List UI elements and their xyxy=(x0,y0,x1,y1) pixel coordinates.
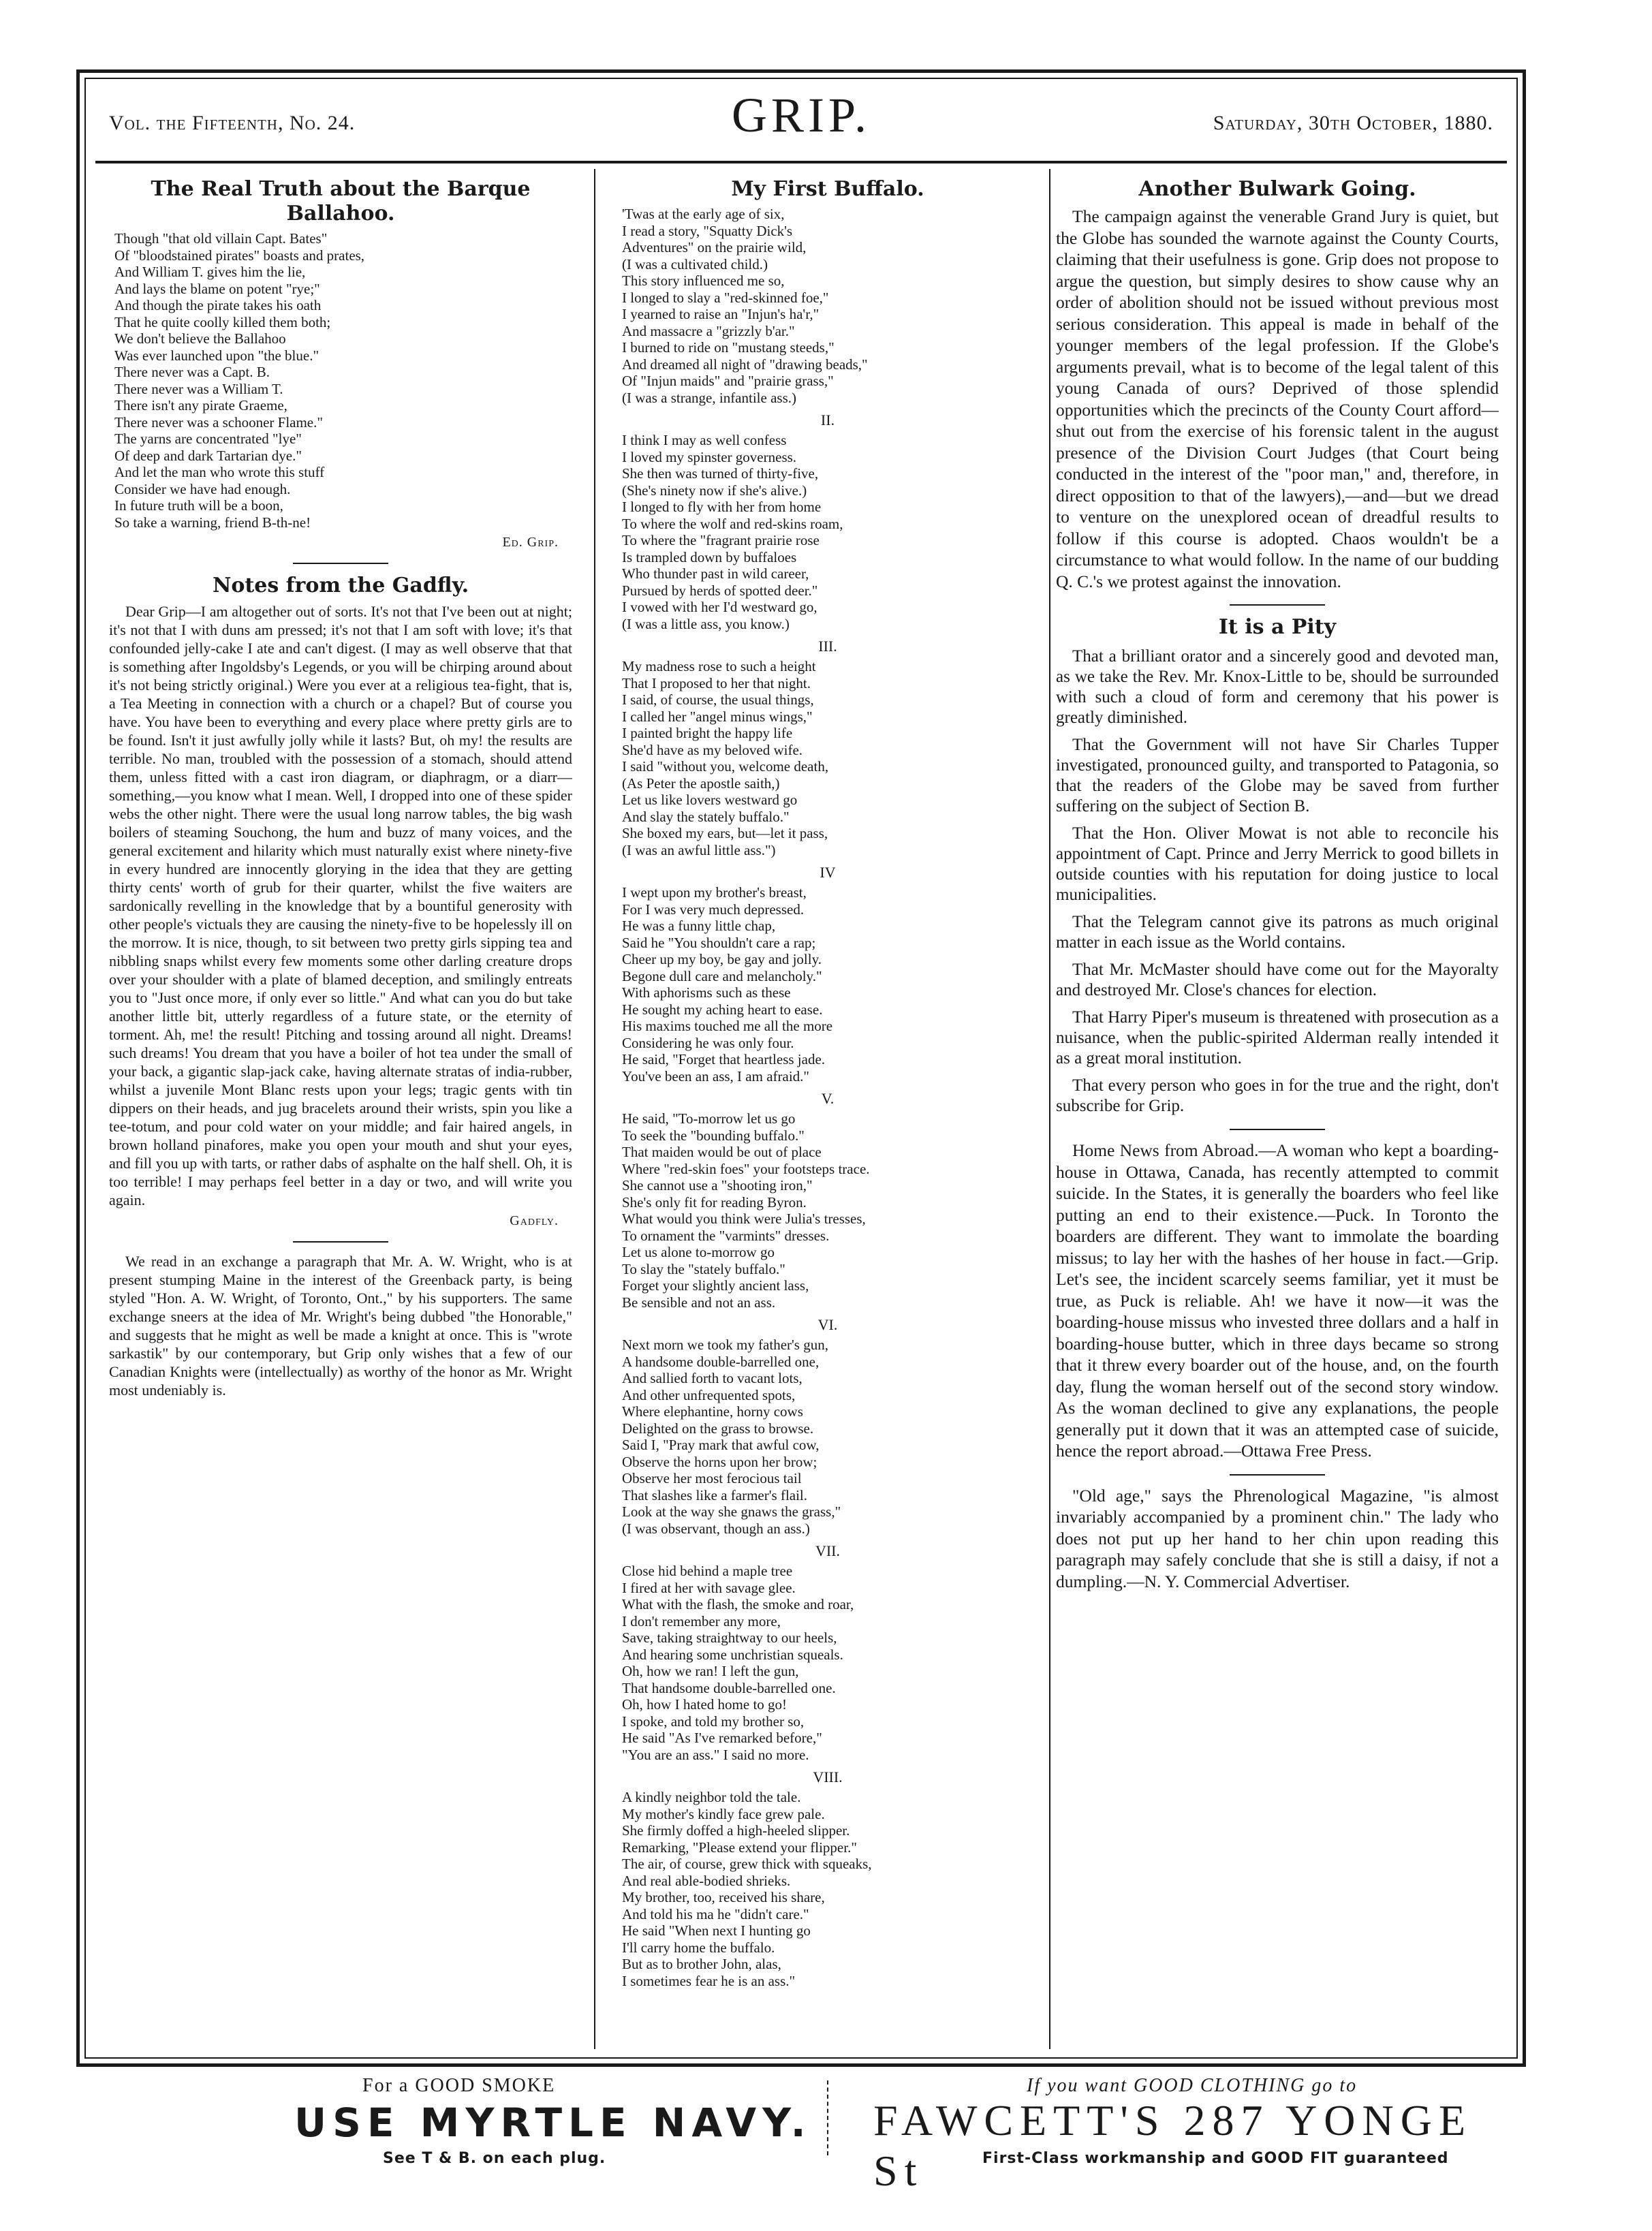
poem-line: To seek the "bounding buffalo." xyxy=(622,1127,805,1144)
poem-line: (I was a cultivated child.) xyxy=(622,255,768,272)
poem-line: Delighted on the grass to browse. xyxy=(622,1420,814,1437)
poem-line: Remarking, "Please extend your flipper." xyxy=(622,1839,857,1856)
bulwark-title: Another Bulwark Going. xyxy=(1138,177,1416,201)
poem-line: She cannot use a "shooting iron," xyxy=(622,1177,813,1193)
poem-line: I'll carry home the buffalo. xyxy=(622,1939,775,1956)
poem-line: Though "that old villain Capt. Bates" xyxy=(114,230,328,247)
poem-line: I longed to slay a "red-skinned foe," xyxy=(622,289,829,306)
stanza-number: IV xyxy=(820,864,836,881)
poem-line: Considering he was only four. xyxy=(622,1034,794,1051)
poem-line: I read a story, "Squatty Dick's xyxy=(622,222,793,239)
column-rule-2 xyxy=(1049,169,1050,2049)
column-left xyxy=(109,169,572,2049)
poem-line: That he quite coolly killed them both; xyxy=(114,313,331,330)
poem-line: I wept upon my brother's breast, xyxy=(622,884,807,901)
poem-line: Let us alone to-morrow go xyxy=(622,1244,775,1260)
poem-line: He was a funny little chap, xyxy=(622,918,776,934)
poem-line: That slashes like a farmer's flail. xyxy=(622,1486,808,1503)
poem-line: So take a warning, friend B-th-ne! xyxy=(114,514,311,531)
advertisement-bar xyxy=(76,2067,1526,2195)
ad-smoke-subline: See T & B. on each plug. xyxy=(383,2150,606,2167)
bulwark-body: The campaign against the venerable Grand Jury is quiet, but the Globe has sounded the warnote against the County Courts, claiming that their usefulness is gone. Grip does not propose to argue the question, but simply desires to show cause why an order of abolition should not be issued without previous most serious consideration. This appeal is made in behalf of the younger members of the legal profession. If the Globe's arguments prevail, what is to become of the legal talent of this young Canada of ours? Deprived of those splendid opportunities which the precincts of the County Court afford—shut out from the exercise of his forensic talent in the august presence of the Division Court Judges (that Court being conducted in the interest of the "poor man," and, therefore, in direct opposition to that of the lawyers),—and—but we dread to venture on the unexplored ocean of dreadful results to follow if this course is adopted. Chaos wouldn't be a circumstance to what would follow. In the name of our budding Q. C.'s we protest against the innovation. xyxy=(1056,206,1499,591)
poem-stanza xyxy=(617,206,1039,406)
poem-line: Of deep and dark Tartarian dye." xyxy=(114,447,302,464)
poem-line: And told his ma he "didn't care." xyxy=(622,1905,809,1922)
poem-line: He said "When next I hunting go xyxy=(622,1922,811,1939)
poem-line: She boxed my ears, but—let it pass, xyxy=(622,825,828,841)
poem-line: Next morn we took my father's gun, xyxy=(622,1337,828,1353)
poem-line: Said I, "Pray mark that awful cow, xyxy=(622,1437,820,1453)
poem-line: Said he "You shouldn't care a rap; xyxy=(622,934,816,951)
pity-item: That the Hon. Oliver Mowat is not able to reconcile his appointment of Capt. Prince and Jerry Merrick to good billets in outside counties with his reputation for doing justice to local municipalities. xyxy=(1056,824,1499,904)
poem-line: That I proposed to her that night. xyxy=(622,674,811,691)
poem-stanza xyxy=(617,1542,1039,1763)
ad-smoke-tagline: For a GOOD SMOKE xyxy=(362,2075,556,2096)
volume-number: Vol. the Fifteenth, No. 24. xyxy=(109,112,356,134)
section-divider xyxy=(1230,604,1325,606)
poem-line: I said "without you, welcome death, xyxy=(622,758,829,775)
poem-stanza xyxy=(617,638,1039,858)
pity-title: It is a Pity xyxy=(1218,615,1337,639)
poem-line: To where the "fragrant prairie rose xyxy=(622,532,820,548)
poem-line: She firmly doffed a high-heeled slipper. xyxy=(622,1822,850,1839)
stanza-number: VI. xyxy=(817,1316,838,1333)
poem-line: I sometimes fear he is an ass." xyxy=(622,1972,796,1989)
poem-line: He said, "To-morrow let us go xyxy=(622,1110,796,1127)
poem-line: And real able-bodied shrieks. xyxy=(622,1872,791,1889)
poem-line: "You are an ass." I said no more. xyxy=(622,1746,809,1763)
poem-line: And lays the blame on potent "rye;" xyxy=(114,280,320,297)
poem-line: Be sensible and not an ass. xyxy=(622,1294,776,1311)
poem-line: My mother's kindly face grew pale. xyxy=(622,1805,825,1822)
poem-line: My brother, too, received his share, xyxy=(622,1889,825,1905)
stanza-number: VII. xyxy=(815,1542,841,1559)
poem-line: And dreamed all night of "drawing beads," xyxy=(622,356,868,373)
gadfly-signature: Gadfly. xyxy=(510,1213,559,1228)
column-rule-1 xyxy=(594,169,595,2049)
ad-clothing-subline: First-Class workmanship and GOOD FIT guaranteed xyxy=(982,2150,1449,2167)
poem-line: Adventures" on the prairie wild, xyxy=(622,239,807,255)
poem-line: To where the wolf and red-skins roam, xyxy=(622,515,843,532)
stanza-lines xyxy=(622,1337,1039,1537)
column-right xyxy=(1056,169,1499,2049)
masthead xyxy=(95,86,1507,161)
pity-item: That the Telegram cannot give its patrons as much original matter in each issue as the World contains. xyxy=(1056,913,1499,952)
poem-line: I longed to fly with her from home xyxy=(622,499,822,515)
poem-line: The yarns are concentrated "lye" xyxy=(114,431,302,447)
gadfly-body: Dear Grip—I am altogether out of sorts. It's not that I've been out at night; it's not that I with duns am pressed; it's not that I am soft with love; it's that confounded jelly-cake I ate and can't digest. (I may as well observe that that is something after Ingoldsby's Legends, or you will be chirping around about it's not being strictly original.) Were you ever at a religious tea-fight, that is, a Tea Meeting in connection with a church or a chapel? But of course you have. You have been to everything and every place where pretty girls are to be found. Isn't it just awfully jolly while it lasts? But, oh my! the results are terrible. No man, troubled with the possession of a stomach, should attend them, unless fitted with a cast iron diagram, or diaphragm, or a diarr—something,—you know what I mean. Well, I dropped into one of these spider webs the other night. There were the usual long narrow tables, the big wash boilers of steaming Souchong, the hum and buzz of many voices, and the general excitement and hilarity which must naturally exist where ninety-five in every hundred are innocently glorying in the idea that they are getting thirty cents' worth of grub for their quarter, whilst the five waiters are sardonically revelling in the knowledge that by a bountiful generosity with other people's victuals they are causing the ninety-five to be hopelessly ill on the morrow. It is nice, though, to sit between two pretty girls sipping tea and nibbling snaps whilst every few moments some other darling creature drops over your shoulder with a plate of blamed deception, and smilingly entreats you to "Just once more, if only ever so little." And what can you do but take another little bit, utterly regardless of a future state, or the eternity of torment. Ah, me! the result! Pitching and tossing around all night. Dreams! such dreams! You dream that you have a boiler of hot tea under the small of your back, a gigantic slap-jack cake, having alternate stratas of india-rubber, whilst a juvenile Mont Blanc rests upon your legs; tragic gents with tin dippers on their heads, and jug bracelets around their wrists, spin you like a tee-totum, and pour cold water on your middle; and fair haired angels, in brown holland pinafores, make you open your mouth and shut your eyes, and fill you up with tarts, or rather dabs of asphalte on the half shell. Oh, it is too terrible! I may perhaps feel better in a day or two, and will write you again. xyxy=(109,603,572,1208)
poem-line: But as to brother John, alas, xyxy=(622,1956,781,1972)
poem-line: I don't remember any more, xyxy=(622,1612,781,1629)
poem-line: I called her "angel minus wings," xyxy=(622,708,813,725)
poem-line: Who thunder past in wild career, xyxy=(622,565,809,582)
poem-line: Where elephantine, horny cows xyxy=(622,1403,803,1420)
poem-line: And hearing some unchristian squeals. xyxy=(622,1646,843,1663)
pity-item: That every person who goes in for the true and the right, don't subscribe for Grip. xyxy=(1056,1076,1499,1115)
poem-line: In future truth will be a boon, xyxy=(114,497,283,514)
poem-line: There never was a schooner Flame." xyxy=(114,414,323,431)
poem-line: I spoke, and told my brother so, xyxy=(622,1713,805,1730)
poem-line: For I was very much depressed. xyxy=(622,901,805,918)
poem-line: Consider we have had enough. xyxy=(114,480,291,497)
poem-line: You've been an ass, I am afraid." xyxy=(622,1067,809,1085)
poem-line: Of "bloodstained pirates" boasts and prates, xyxy=(114,247,365,264)
pity-item: That Harry Piper's museum is threatened with prosecution as a nuisance, when the public-spirited Alderman really intended it as a great moral institution. xyxy=(1056,1008,1499,1067)
newspaper-title: GRIP. xyxy=(731,88,871,142)
poem-line: The air, of course, grew thick with squeaks, xyxy=(622,1856,872,1872)
poem-line: And sallied forth to vacant lots, xyxy=(622,1370,802,1386)
home-news-paragraph: Home News from Abroad.—A woman who kept a boarding-house in Ottawa, Canada, has recently attempted to commit suicide. In the States, it is generally the boarders who feel like putting an end to their existence.—Puck. In Toronto the boarders are different. They want to immolate the boarding missus; to lay her with the hashes of her house in fact.—Grip. Let's see, the incident scarcely seems familiar, yet it must be true, as Puck is reliable. Ah! we have it now—it was the boarding-house missus who invested three dollars and a half in boarding-house butter, which in three days became so strong that it threw every boarder out of the house, and, on the fourth day, flung the woman herself out of the second story window. As the woman declined to give any explanations, the people generally put it down that it was an attempted case of suicide, hence the report abroad.—Ottawa Free Press. xyxy=(1056,1140,1499,1461)
poem-stanza xyxy=(617,1316,1039,1537)
stanza-lines xyxy=(622,1789,1039,1989)
poem-line: Forget your slightly ancient lass, xyxy=(622,1277,809,1294)
poem-line: That handsome double-barrelled one. xyxy=(622,1679,836,1696)
stanza-lines xyxy=(622,1563,1039,1763)
poem-line: Oh, how we ran! I left the gun, xyxy=(622,1663,799,1679)
poem-line: My madness rose to such a height xyxy=(622,658,816,674)
old-age-paragraph: "Old age," says the Phrenological Magazine, "is almost invariably accompanied by a prominent chin." The lady who does not put up her hand to her chin upon reading this paragraph may safely conclude that she is still a daisy, if not a dumpling.—N. Y. Commercial Advertiser. xyxy=(1056,1485,1499,1591)
poem-line: And though the pirate takes his oath xyxy=(114,297,322,313)
poem-stanza xyxy=(617,1768,1039,1989)
poem-line: His maxims touched me all the more xyxy=(622,1018,833,1034)
stanza-lines xyxy=(622,1110,1039,1311)
poem-line: I fired at her with savage glee. xyxy=(622,1579,796,1596)
poem-line: Was ever launched upon "the blue." xyxy=(114,347,320,364)
poem-line: This story influenced me so, xyxy=(622,272,785,289)
stanza-number: II. xyxy=(820,411,835,428)
poem-line: I burned to ride on "mustang steeds," xyxy=(622,339,835,356)
poem-line: Begone dull care and melancholy." xyxy=(622,967,822,984)
poem-line: And massacre a "grizzly b'ar." xyxy=(622,322,795,339)
poem-line: I vowed with her I'd westward go, xyxy=(622,599,817,615)
poem-line: Pursued by herds of spotted deer." xyxy=(622,582,818,599)
poem-line: Save, taking straightway to our heels, xyxy=(622,1629,837,1646)
poem-line: To ornament the "varmints" dresses. xyxy=(622,1227,830,1244)
poem-line: 'Twas at the early age of six, xyxy=(622,206,785,222)
poem-line: Of "Injun maids" and "prairie grass," xyxy=(622,373,834,389)
poem-line: I think I may as well confess xyxy=(622,432,787,448)
poem-line: There never was a William T. xyxy=(114,380,283,397)
poem-line: (I was an awful little ass.") xyxy=(622,841,776,858)
poem-line: There isn't any pirate Graeme, xyxy=(114,397,287,414)
column-middle xyxy=(617,169,1039,2049)
gadfly-title: Notes from the Gadfly. xyxy=(212,574,469,597)
section-divider xyxy=(1230,1474,1325,1476)
barque-title: The Real Truth about the Barque Ballahoo. xyxy=(151,177,531,225)
poem-line: And other unfrequented spots, xyxy=(622,1386,796,1403)
stanza-number: V. xyxy=(821,1090,835,1107)
poem-line: What with the flash, the smoke and roar, xyxy=(622,1596,854,1612)
poem-line: He said "As I've remarked before," xyxy=(622,1730,822,1746)
poem-line: Close hid behind a maple tree xyxy=(622,1563,793,1579)
poem-line: Oh, how I hated home to go! xyxy=(622,1696,788,1713)
poem-line: And William T. gives him the lie, xyxy=(114,264,306,280)
buffalo-poem xyxy=(617,206,1039,1989)
poem-line: He said, "Forget that heartless jade. xyxy=(622,1051,826,1067)
stanza-number: VIII. xyxy=(813,1768,843,1785)
poem-line: Let us like lovers westward go xyxy=(622,792,798,808)
poem-line: We don't believe the Ballahoo xyxy=(114,330,286,347)
poem-line: She then was turned of thirty-five, xyxy=(622,465,819,482)
ad-fawcetts: FAWCETT'S 287 YONGE St xyxy=(873,2096,1473,2195)
stanza-number: III. xyxy=(818,638,837,655)
poem-line: Look at the way she gnaws the grass," xyxy=(622,1503,841,1520)
barque-signature: Ed. Grip. xyxy=(502,535,559,550)
poem-line: Observe her most ferocious tail xyxy=(622,1470,802,1486)
poem-line: She's only fit for reading Byron. xyxy=(622,1193,807,1211)
poem-line: I painted bright the happy life xyxy=(622,725,793,741)
poem-line: To slay the "stately buffalo." xyxy=(622,1260,785,1277)
poem-line: He sought my aching heart to ease. xyxy=(622,1001,823,1018)
stanza-lines xyxy=(622,658,1039,858)
poem-line: (She's ninety now if she's alive.) xyxy=(622,482,807,499)
poem-line: What would you think were Julia's tresses, xyxy=(622,1211,866,1227)
stanza-lines xyxy=(622,884,1039,1085)
poem-line: A handsome double-barrelled one, xyxy=(622,1353,820,1370)
pity-item: That Mr. McMaster should have come out for the Mayoralty and destroyed Mr. Close's chances for election. xyxy=(1056,961,1499,999)
poem-line: There never was a Capt. B. xyxy=(114,364,270,380)
poem-line: (I was observant, though an ass.) xyxy=(622,1520,810,1537)
barque-poem xyxy=(114,230,572,531)
poem-line: Observe the horns upon her brow; xyxy=(622,1453,817,1470)
poem-line: And let the man who wrote this stuff xyxy=(114,464,325,480)
pity-item: That the Government will not have Sir Charles Tupper investigated, pronounced guilty, and transported to Patagonia, so that the readers of the Globe may be saved from further suffering on the subject of Section B. xyxy=(1056,736,1499,815)
section-divider xyxy=(1230,1129,1325,1130)
pity-item: That a brilliant orator and a sincerely good and devoted man, as we take the Rev. Mr. Knox-Little to be, should be surrounded with such a cloud of form and ceremony that his power is greatly diminished. xyxy=(1056,647,1499,727)
poem-line: (As Peter the apostle saith,) xyxy=(622,775,780,792)
poem-line: That maiden would be out of place xyxy=(622,1144,822,1160)
poem-line: Where "red-skin foes" your footsteps trace. xyxy=(622,1160,870,1177)
section-divider xyxy=(293,1241,388,1243)
poem-line: Is trampled down by buffaloes xyxy=(622,548,797,565)
poem-line: I said, of course, the usual things, xyxy=(622,691,814,708)
poem-line: I yearned to raise an "Injun's ha'r," xyxy=(622,306,820,322)
poem-line: (I was a strange, infantile ass.) xyxy=(622,389,796,406)
poem-line: I loved my spinster governess. xyxy=(622,448,797,465)
stanza-lines xyxy=(622,206,1039,406)
poem-line: She'd have as my beloved wife. xyxy=(622,741,803,758)
poem-stanza xyxy=(617,411,1039,632)
issue-date: Saturday, 30th October, 1880. xyxy=(1213,112,1493,134)
ad-myrtle-navy: USE MYRTLE NAVY. xyxy=(294,2100,812,2146)
poem-line: With aphorisms such as these xyxy=(622,984,791,1001)
section-divider xyxy=(293,563,388,564)
ad-clothing-tagline: If you want GOOD CLOTHING go to xyxy=(1027,2075,1358,2096)
stanza-lines xyxy=(622,432,1039,632)
wright-paragraph: We read in an exchange a paragraph that Mr. A. W. Wright, who is at present stumping Maine in the interest of the Greenback party, is being styled "Hon. A. W. Wright, of Toronto, Ont.," by his supporters. The same exchange sneers at the idea of Mr. Wright's being dubbed "the Honorable," and suggests that he might as well be made a knight at once. This is "wrote sarkastik" by our contemporary, but Grip only wishes that a few of our Canadian Knights were (intellectually) as worthy of the honor as Mr. Wright most undeniably is. xyxy=(109,1253,572,1399)
poem-stanza xyxy=(617,864,1039,1085)
masthead-rule xyxy=(95,161,1507,163)
poem-line: (I was a little ass, you know.) xyxy=(622,615,790,632)
buffalo-title: My First Buffalo. xyxy=(731,177,924,201)
ad-divider xyxy=(827,2080,828,2155)
poem-line: And slay the stately buffalo." xyxy=(622,808,790,825)
poem-line: Cheer up my boy, be gay and jolly. xyxy=(622,951,822,967)
poem-stanza xyxy=(617,1090,1039,1311)
poem-line: A kindly neighbor told the tale. xyxy=(622,1789,801,1805)
